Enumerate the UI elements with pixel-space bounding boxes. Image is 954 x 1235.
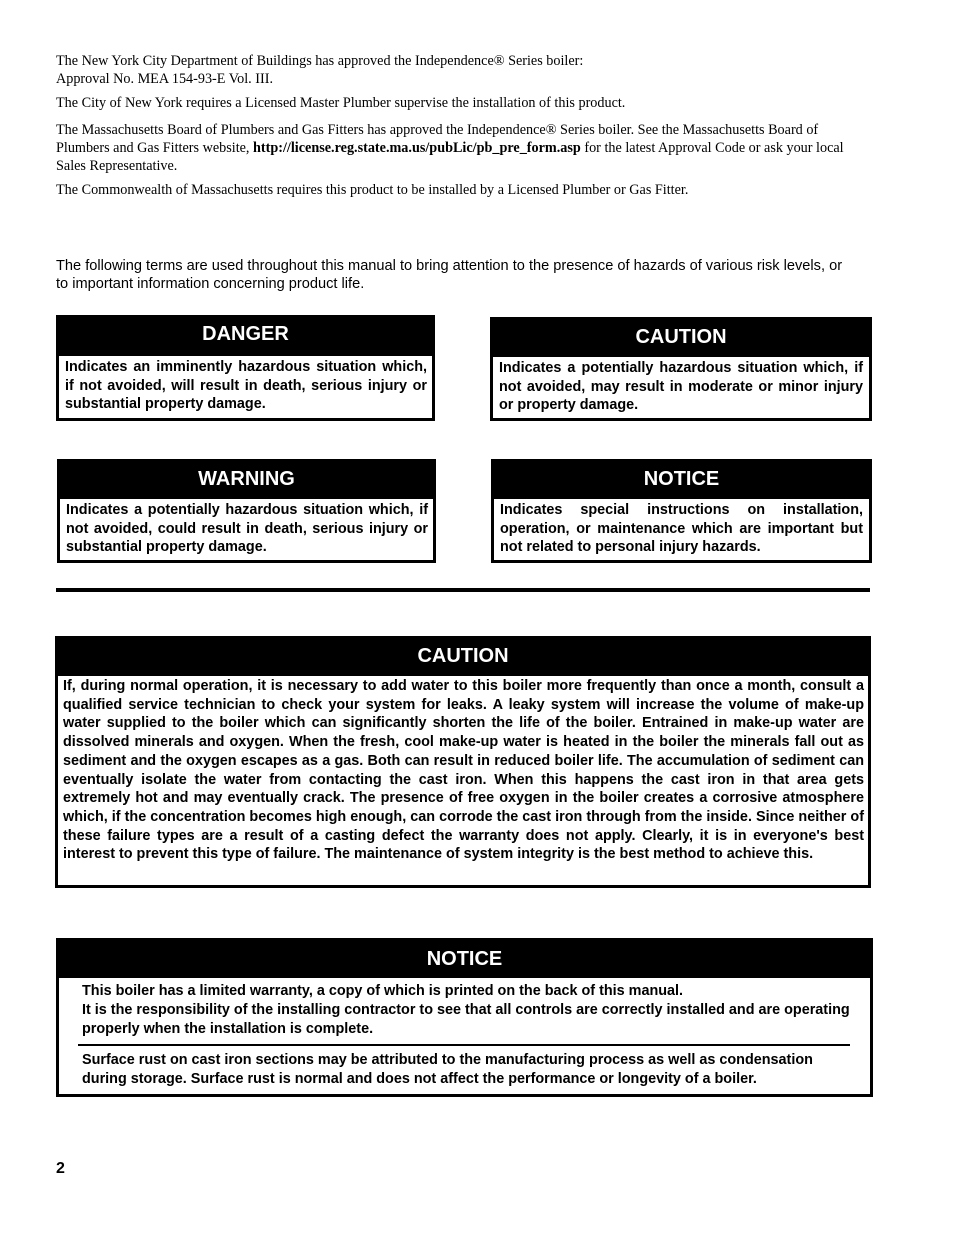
- warning-box: [57, 459, 436, 563]
- notice-rust-line: Surface rust on cast iron sections may be attributed to the manufacturing process as well as condensation during storage. Surface rust is normal and does not affect the performance or longevity of a boiler.: [82, 1052, 813, 1087]
- danger-title: DANGER: [59, 315, 432, 353]
- nyc-plumber-requirement: The City of New York requires a Licensed Master Plumber supervise the installation of this product.: [56, 95, 626, 111]
- notice-main-title: NOTICE: [59, 938, 870, 978]
- section-divider: [56, 588, 870, 592]
- notice-main-box: [56, 938, 873, 1097]
- caution-box: [490, 317, 872, 421]
- page-number: 2: [56, 1160, 65, 1177]
- caution-title: CAUTION: [493, 317, 869, 357]
- notice-main-body: [59, 978, 870, 1095]
- ma-approval-url[interactable]: http://license.reg.state.ma.us/pubLic/pb_pre_form.asp: [253, 140, 581, 156]
- warning-title: WARNING: [60, 459, 433, 499]
- warning-text: Indicates a potentially hazardous situation which, if not avoided, could result in death, serious injury or substantial property damage.: [66, 502, 428, 556]
- ma-approval: [56, 121, 846, 175]
- notice-contractor-line: It is the responsibility of the installing contractor to see that all controls are correctly installed and are operating properly when the installation is complete.: [82, 1002, 850, 1037]
- notice-box: [491, 459, 872, 563]
- caution-main-title: CAUTION: [58, 636, 868, 676]
- ma-approval-text-1: The Massachusetts Board of Plumbers and Gas Fitters has approved the Independence® Series boiler. See the Massachusetts Board of Plumbers and Gas Fitters website,: [56, 122, 819, 156]
- nyc-approval-line1: The New York City Department of Buildings has approved the Independence® Series boiler:: [56, 53, 584, 69]
- notice-warranty-line: This boiler has a limited warranty, a copy of which is printed on the back of this manual.: [82, 983, 684, 999]
- nyc-approval-line2: Approval No. MEA 154-93-E Vol. III.: [56, 71, 273, 87]
- notice-separator: [78, 1044, 850, 1046]
- ma-plumber-requirement: The Commonwealth of Massachusetts requires this product to be installed by a Licensed Plumber or Gas Fitter.: [56, 182, 689, 198]
- approval-section: [56, 52, 856, 199]
- ma-approval-text-2: for the latest Approval Code or ask your local Sales Representative.: [56, 140, 844, 174]
- notice-text: Indicates special instructions on installation, operation, or maintenance which are important but not related to personal injury hazards.: [500, 502, 863, 556]
- caution-text: Indicates a potentially hazardous situation which, if not avoided, may result in moderate or minor injury or property damage.: [499, 360, 863, 414]
- danger-text: Indicates an imminently hazardous situation which, if not avoided, will result in death, serious injury or substantial property damage.: [56, 353, 435, 417]
- caution-main-box: [55, 636, 871, 888]
- notice-title: NOTICE: [494, 459, 869, 499]
- caution-main-text: If, during normal operation, it is necessary to add water to this boiler more frequently than once a month, consult a qualified service technician to check your system for leaks. A leaky system will increase the volume of make-up water supplied to the boiler which can significantly shorten the life of the boiler. Entrained in make-up water are dissolved minerals and oxygen. When the fresh, cool make-up water is heated in the boiler the minerals fall out as sediment and the oxygen escapes as a gas. Both can result in reduced boiler life. The accumulation of sediment can eventually isolate the water from contacting the cast iron. When this happens the cast iron in that area gets extremely hot and may eventually crack. The presence of free oxygen in the boiler creates a corrosive atmosphere which, if the concentration becomes high enough, can corrode the cast iron through from the inside. Since neither of these failure types are a result of a casting defect the warranty does not apply. Clearly, it is in everyone's best interest to prevent this type of failure. The maintenance of system integrity is the best method to achieve this.: [63, 678, 864, 863]
- danger-box: [56, 315, 435, 421]
- hazard-terms-intro: The following terms are used throughout this manual to bring attention to the presence of hazards of various risk levels, or to important information concerning product life.: [56, 258, 843, 292]
